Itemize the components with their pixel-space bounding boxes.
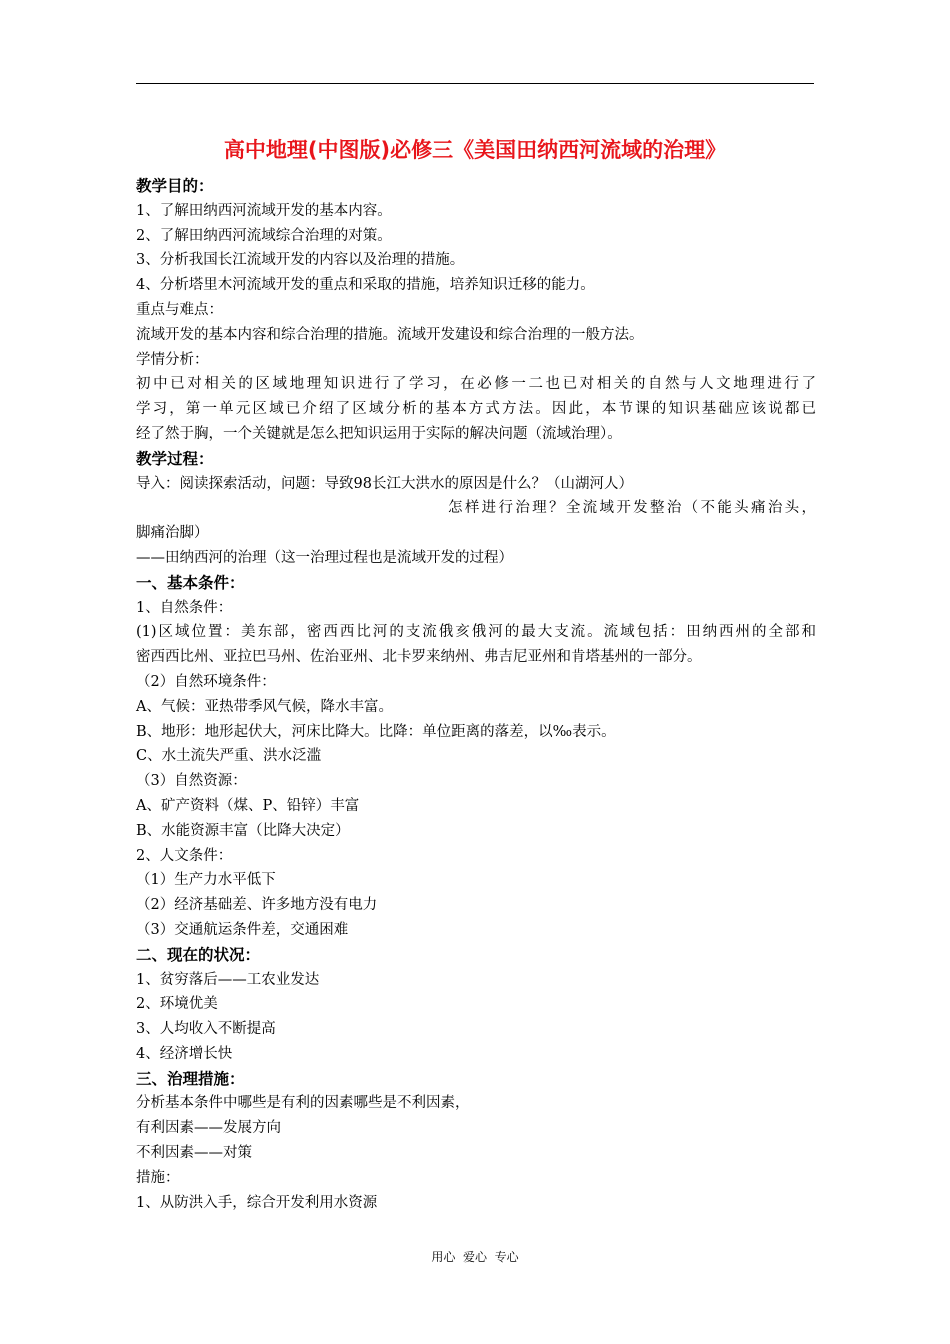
text-line: 1、自然条件： <box>136 599 233 616</box>
text-line: 3、人均收入不断提高 <box>136 1021 276 1038</box>
text-line: 流域开发的基本内容和综合治理的措施。流域开发建设和综合治理的一般方法。 <box>136 326 644 343</box>
text-line: 2、了解田纳西河流域综合治理的对策。 <box>136 227 392 244</box>
page-footer: 用心 爱心 专心 <box>431 1250 519 1264</box>
text-line: （1）生产力水平低下 <box>136 872 276 889</box>
document-body <box>136 174 816 1215</box>
section-heading: 教学过程： <box>136 449 214 468</box>
text-line: 经了然于胸，一个关键就是怎么把知识运用于实际的解决问题（流域治理）。 <box>136 425 622 442</box>
text-line: 学习，第一单元区域已介绍了区域分析的基本方式方法。因此，本节课的知识基础应该说都已 <box>136 401 816 418</box>
header-rule <box>136 83 814 84</box>
text-line: 1、从防洪入手，综合开发利用水资源 <box>136 1194 378 1211</box>
text-line: C、水土流失严重、洪水泛滥 <box>136 748 322 765</box>
text-line: 2、环境优美 <box>136 996 218 1013</box>
text-line: 密西西比州、亚拉巴马州、佐治亚州、北卡罗来纳州、弗吉尼亚州和肯塔基州的一部分。 <box>136 649 702 666</box>
text-line: 1、贫穷落后——工农业发达 <box>136 971 320 988</box>
text-line: 怎样进行治理？全流域开发整治（不能头痛治头， <box>448 500 816 517</box>
text-line: (1)区域位置：美东部，密西西比河的支流俄亥俄河的最大支流。流域包括：田纳西州的全部和 <box>136 624 816 641</box>
text-line: B、水能资源丰富（比降大决定） <box>136 822 350 839</box>
text-line: （3）交通航运条件差，交通困难 <box>136 921 349 938</box>
text-line: 有利因素——发展方向 <box>136 1120 281 1137</box>
text-line: 初中已对相关的区域地理知识进行了学习，在必修一二也已对相关的自然与人文地理进行了 <box>136 376 816 393</box>
text-line: ——田纳西河的治理（这一治理过程也是流域开发的过程） <box>136 549 513 566</box>
text-line: 4、分析塔里木河流域开发的重点和采取的措施，培养知识迁移的能力。 <box>136 277 595 294</box>
section-heading: 三、治理措施： <box>136 1069 245 1088</box>
text-line: 2、人文条件： <box>136 847 233 864</box>
text-line: 不利因素——对策 <box>136 1145 252 1162</box>
section-heading: 二、现在的状况： <box>136 945 261 964</box>
text-line: （2）自然环境条件： <box>136 673 276 690</box>
text-line: （2）经济基础差、许多地方没有电力 <box>136 897 378 914</box>
text-line: （3）自然资源： <box>136 773 247 790</box>
section-heading: 教学目的： <box>136 177 214 195</box>
text-line: 脚痛治脚） <box>136 525 209 542</box>
document-title: 高中地理(中图版)必修三《美国田纳西河流域的治理》 <box>223 138 727 162</box>
text-line: B、地形：地形起伏大，河床比降大。比降：单位距离的落差，以‰表示。 <box>136 723 616 740</box>
text-line: 重点与难点： <box>136 301 223 318</box>
text-line: 措施： <box>136 1169 180 1186</box>
text-line: A、气候：亚热带季风气候，降水丰富。 <box>136 698 393 715</box>
text-line: 1、了解田纳西河流域开发的基本内容。 <box>136 202 392 219</box>
section-heading: 一、基本条件： <box>136 573 245 592</box>
text-line: 3、分析我国长江流域开发的内容以及治理的措施。 <box>136 252 465 269</box>
text-line: 4、经济增长快 <box>136 1045 233 1062</box>
text-line: 学情分析： <box>136 351 209 368</box>
text-line: 导入：阅读探索活动，问题：导致98长江大洪水的原因是什么？（山湖河人） <box>136 475 633 492</box>
text-line: 分析基本条件中哪些是有利的因素哪些是不利因素， <box>136 1095 470 1112</box>
text-line: A、矿产资料（煤、P、铅锌）丰富 <box>136 797 360 814</box>
